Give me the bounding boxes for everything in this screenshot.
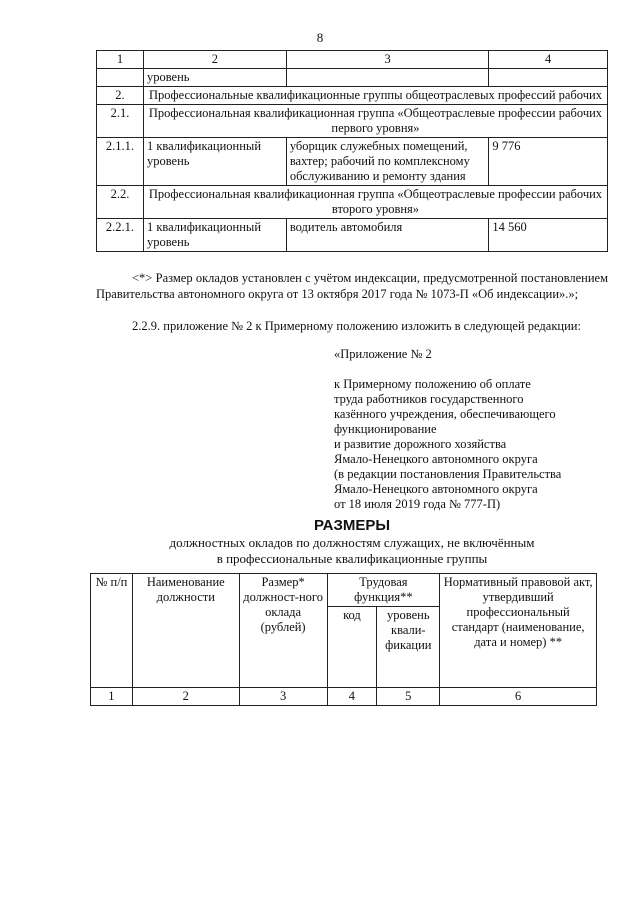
- table-header-row: [91, 574, 597, 607]
- table-row: [97, 105, 608, 138]
- header-cell: 2: [143, 51, 286, 69]
- row-number: 2.2.1.: [97, 219, 144, 252]
- column-number: 6: [440, 688, 597, 706]
- salary-value: 14 560: [489, 219, 608, 252]
- clause-text: 2.2.9. приложение № 2 к Примерному положению изложить в следующей редакции:: [132, 319, 581, 333]
- table-row: [97, 138, 608, 186]
- column-number: 5: [377, 688, 440, 706]
- column-number: 1: [91, 688, 133, 706]
- header-function: Трудовая функция**: [327, 574, 440, 607]
- header-cell: 1: [97, 51, 144, 69]
- document-subtitle: [96, 535, 608, 567]
- salary-table: [96, 50, 608, 252]
- page-number: 8: [316, 30, 324, 45]
- appendix-line: казённого учреждения, обеспечивающего: [334, 407, 556, 421]
- position-names: уборщик служебных помещений, вахтер; рабочий по комплексному обслуживанию и ремонту здания: [286, 138, 489, 186]
- qualification-level: 1 квалификационный уровень: [143, 219, 286, 252]
- group-title: Профессиональные квалификационные группы общеотраслевых профессий рабочих: [143, 87, 607, 105]
- appendix-line: от 18 июля 2019 года № 777-П): [334, 497, 501, 511]
- subtitle-line: должностных окладов по должностям служащих, не включённым: [169, 535, 535, 550]
- document-title: РАЗМЕРЫ: [313, 517, 391, 534]
- appendix-line: к Примерному положению об оплате: [334, 377, 531, 391]
- row-number: 2.1.1.: [97, 138, 144, 186]
- appendix-line: Ямало-Ненецкого автономного округа: [334, 452, 538, 466]
- qualification-level: 1 квалификационный уровень: [143, 138, 286, 186]
- table-row: [91, 688, 597, 706]
- position-names: водитель автомобиля: [286, 219, 489, 252]
- header-position: Наименование должности: [132, 574, 239, 688]
- header-code: код: [327, 607, 377, 688]
- subtitle-line: в профессиональные квалификационные группы: [216, 551, 488, 566]
- appendix-line: (в редакции постановления Правительства: [334, 467, 562, 481]
- row-number: 2.2.: [97, 186, 144, 219]
- row-number: 2.: [97, 87, 144, 105]
- cell-text: уровень: [143, 69, 286, 87]
- salary-value: 9 776: [489, 138, 608, 186]
- header-cell: 4: [489, 51, 608, 69]
- column-number: 2: [132, 688, 239, 706]
- appendix-caption: [334, 377, 561, 512]
- appendix-line: функционирование: [334, 422, 437, 436]
- footnote: <*> Размер окладов установлен с учётом индексации, предусмотренной постановлением Правительства автономного округа от 13 октября 2017 года № 1073-П «Об индексации».»;: [96, 271, 608, 301]
- header-legal-act: Нормативный правовой акт, утвердивший профессиональный стандарт (наименование, дата и номер) **: [440, 574, 597, 688]
- table-row: [97, 87, 608, 105]
- header-level: уровень квали-фикации: [377, 607, 440, 688]
- header-cell: 3: [286, 51, 489, 69]
- table-row: [97, 69, 608, 87]
- positions-table: [90, 573, 597, 706]
- group-title: Профессиональная квалификационная группа «Общеотраслевые профессии рабочих первого уровня»: [143, 105, 607, 138]
- appendix-line: и развитие дорожного хозяйства: [334, 437, 507, 451]
- appendix-heading: «Приложение № 2: [334, 347, 432, 361]
- header-salary: Размер* должност-ного оклада (рублей): [239, 574, 327, 688]
- table-row: [97, 186, 608, 219]
- table-header-row: [97, 51, 608, 69]
- appendix-line: труда работников государственного: [334, 392, 524, 406]
- appendix-line: Ямало-Ненецкого автономного округа: [334, 482, 538, 496]
- column-number: 3: [239, 688, 327, 706]
- column-number: 4: [327, 688, 377, 706]
- row-number: 2.1.: [97, 105, 144, 138]
- table-row: [97, 219, 608, 252]
- group-title: Профессиональная квалификационная группа «Общеотраслевые профессии рабочих второго уровня»: [143, 186, 607, 219]
- header-number: № п/п: [91, 574, 133, 688]
